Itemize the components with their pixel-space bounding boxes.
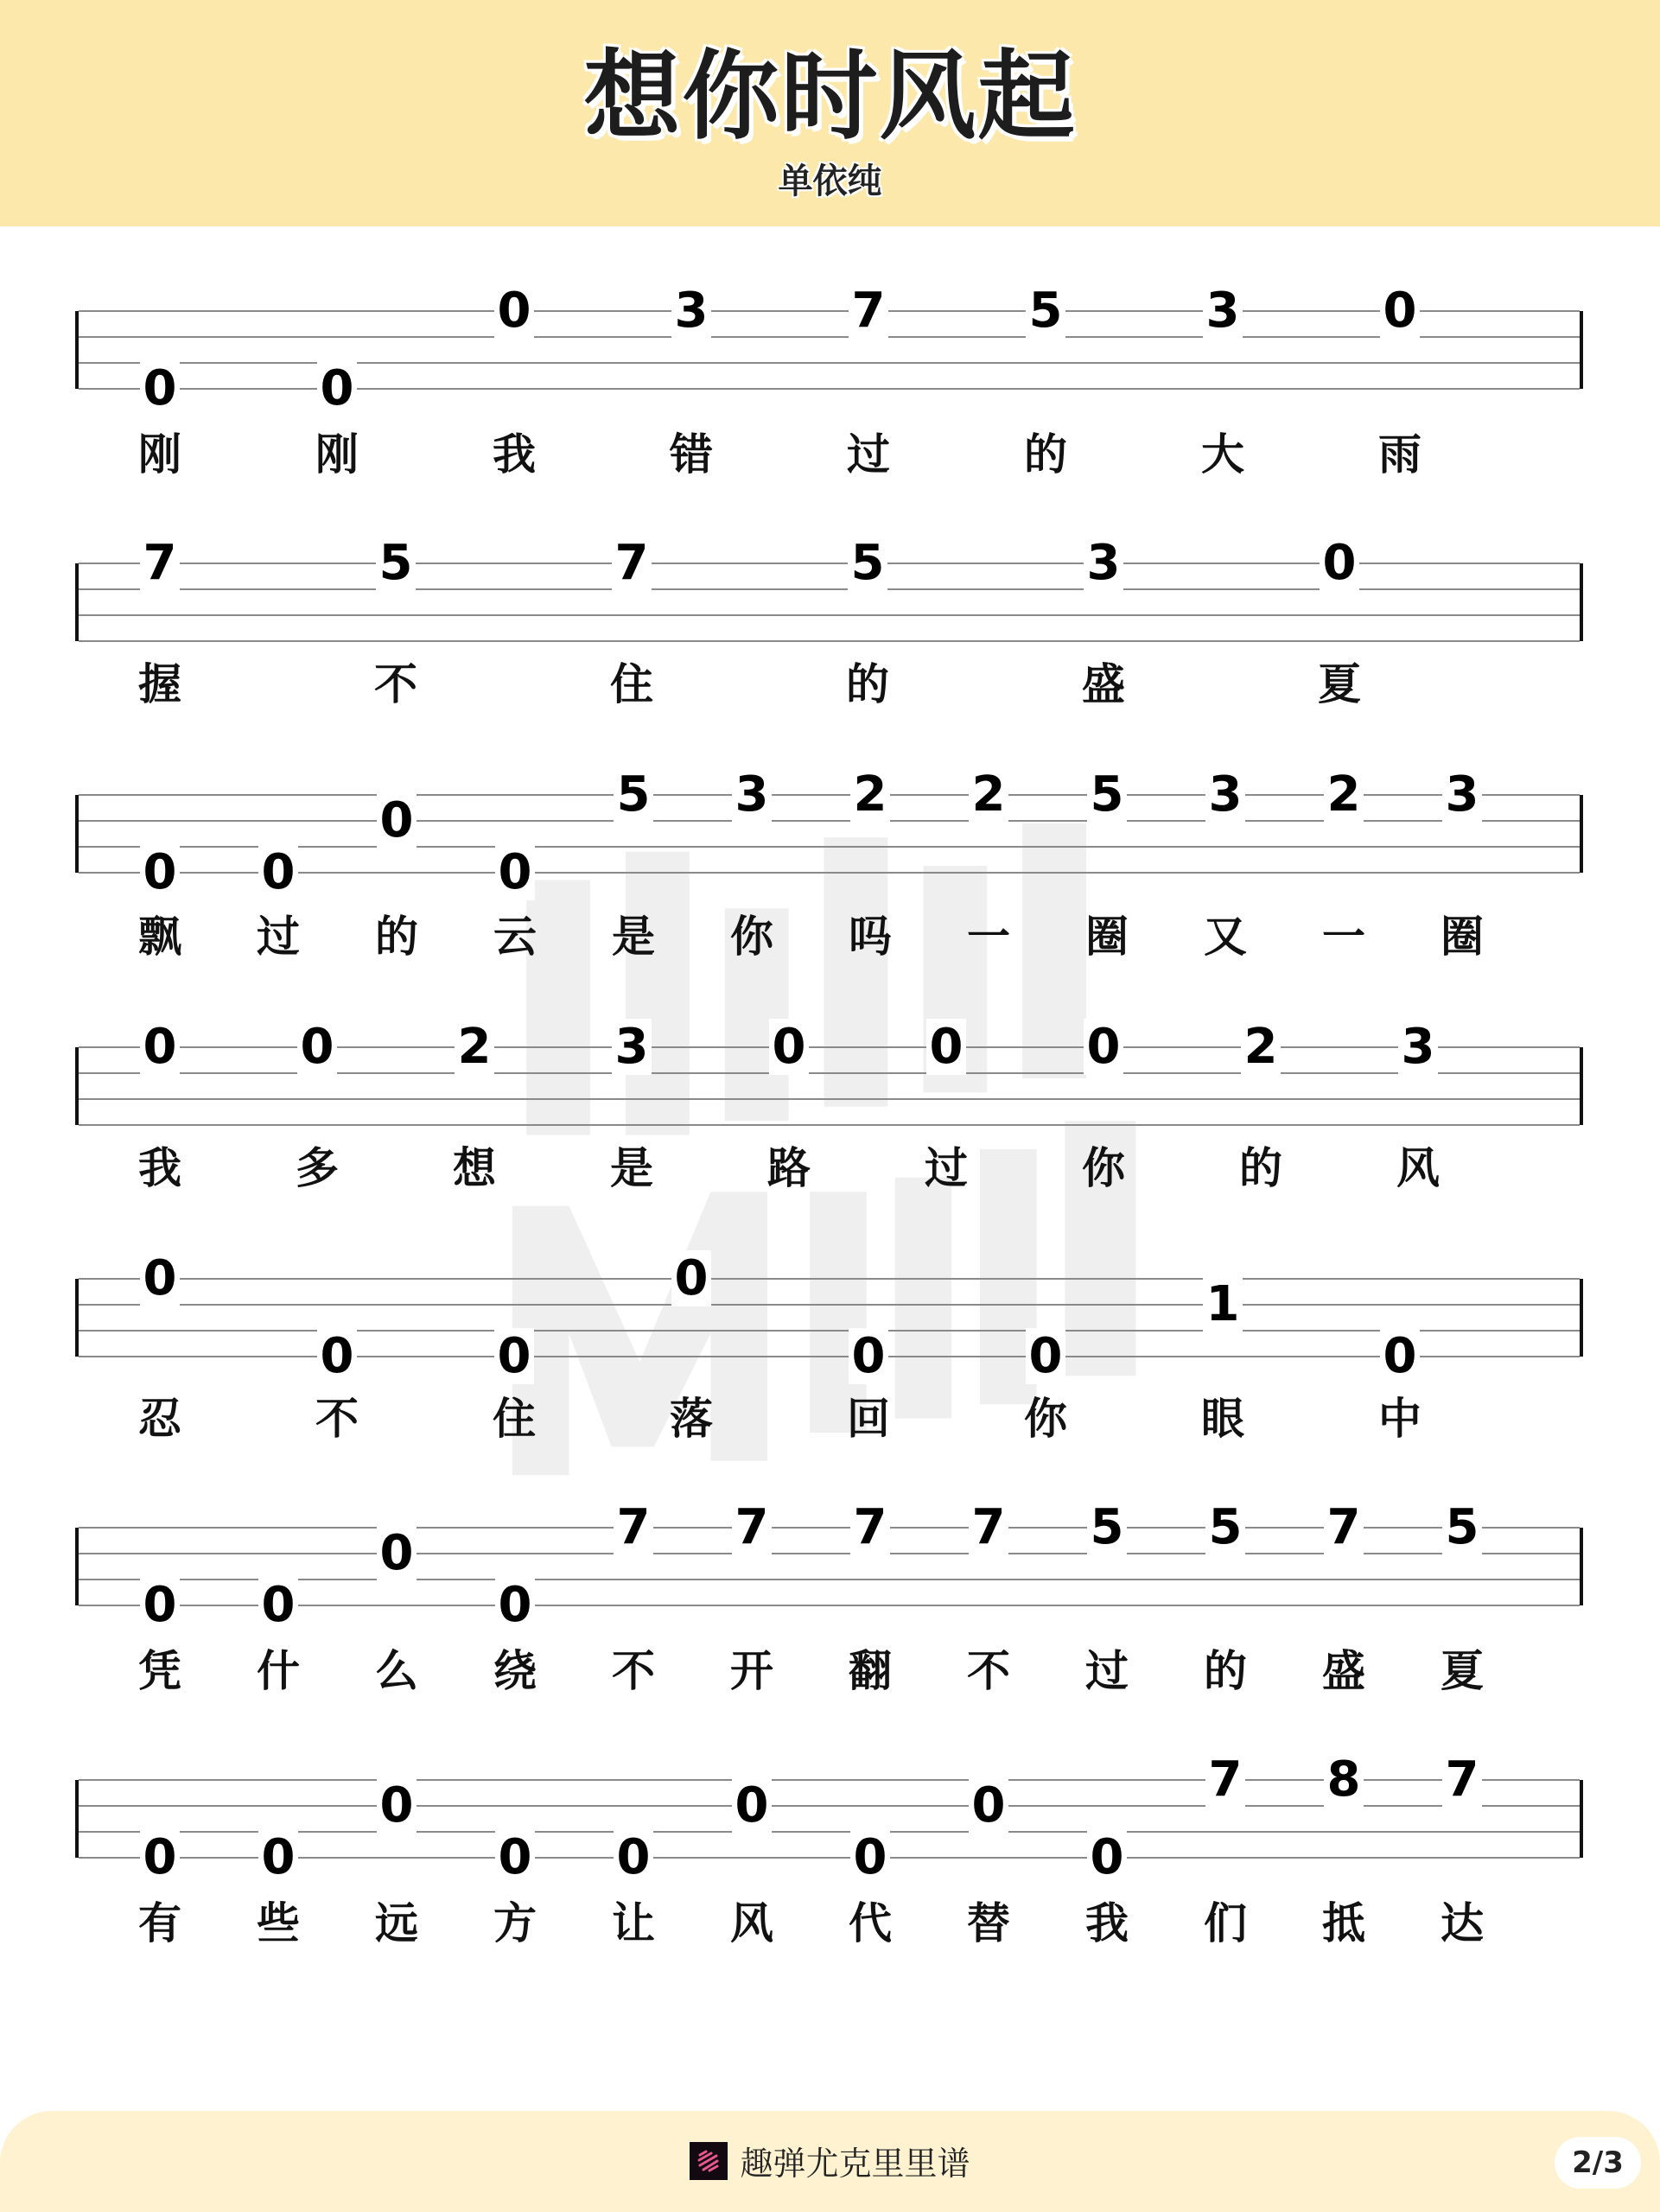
- lyric-char: 不: [612, 1646, 655, 1696]
- lyric-char: 替: [967, 1898, 1010, 1948]
- tab-note: 0: [488, 285, 540, 337]
- tab-note: 3: [726, 769, 778, 821]
- string-line-3: [79, 1831, 1580, 1833]
- lyric-char: 中: [1378, 1394, 1421, 1444]
- string-line-4: [79, 1124, 1580, 1126]
- tab-note: 0: [488, 1331, 540, 1382]
- lyric-char: 什: [257, 1646, 300, 1696]
- lyric-char: 路: [767, 1143, 811, 1193]
- tab-note: 0: [252, 1832, 304, 1884]
- tab-note: 5: [1081, 769, 1133, 821]
- lyric-char: 多: [296, 1143, 339, 1193]
- tab-note: 0: [252, 847, 304, 899]
- lyric-char: 些: [257, 1898, 300, 1948]
- lyric-char: 夏: [1318, 659, 1361, 709]
- lyric-char: 是: [612, 912, 655, 962]
- lyric-char: 凭: [138, 1646, 181, 1696]
- lyric-char: 回: [847, 1394, 890, 1444]
- lyric-char: 过: [257, 912, 300, 962]
- lyric-char: 盛: [1322, 1646, 1365, 1696]
- tab-note: 5: [1081, 1502, 1133, 1554]
- lyric-char: 你: [730, 912, 773, 962]
- tab-note: 3: [1078, 537, 1129, 589]
- lyric-char: 握: [138, 659, 181, 709]
- lyric-char: 刚: [315, 429, 359, 480]
- lyric-char: 想: [453, 1143, 496, 1193]
- brand: [0, 2137, 1660, 2184]
- tab-note: 5: [607, 769, 659, 821]
- qutan-logo-icon: [690, 2142, 728, 2180]
- lyric-char: 风: [730, 1898, 773, 1948]
- lyric-char: 绕: [493, 1646, 537, 1696]
- lyric-char: 不: [374, 659, 417, 709]
- tab-note: 7: [607, 1502, 659, 1554]
- tab-note: 2: [448, 1021, 500, 1073]
- string-line-3: [79, 1330, 1580, 1332]
- lyric-char: 的: [375, 912, 418, 962]
- string-line-4: [79, 1356, 1580, 1357]
- lyric-char: 又: [1204, 912, 1247, 962]
- lyric-char: 远: [375, 1898, 418, 1948]
- lyric-char: 圈: [1085, 912, 1129, 962]
- lyric-char: 抵: [1322, 1898, 1365, 1948]
- string-line-3: [79, 1098, 1580, 1100]
- tab-note: 1: [1197, 1279, 1249, 1331]
- tab-note: 0: [252, 1580, 304, 1631]
- tab-staff: [75, 311, 1583, 389]
- lyric-char: 是: [610, 1143, 653, 1193]
- tab-note: 0: [134, 1021, 186, 1073]
- lyric-char: 过: [925, 1143, 968, 1193]
- lyric-char: 的: [1239, 1143, 1282, 1193]
- tab-note: 7: [726, 1502, 778, 1554]
- tab-note: 0: [843, 1331, 894, 1382]
- header-band: [0, 0, 1660, 226]
- tab-note: 5: [1436, 1502, 1488, 1554]
- tab-note: 0: [134, 1832, 186, 1884]
- lyric-char: 刚: [138, 429, 181, 480]
- string-line-1: [79, 1278, 1580, 1280]
- brand-name: 趣弹尤克里里谱: [740, 2145, 970, 2183]
- tab-note: 0: [1374, 1331, 1426, 1382]
- tab-note: 0: [489, 1580, 541, 1631]
- lyric-char: 我: [493, 429, 536, 480]
- lyric-char: 眼: [1201, 1394, 1244, 1444]
- lyric-char: 盛: [1082, 659, 1125, 709]
- lyric-char: 过: [1085, 1646, 1129, 1696]
- tab-note: 8: [1318, 1754, 1370, 1806]
- lyric-char: 不: [967, 1646, 1010, 1696]
- lyric-char: 我: [1085, 1898, 1129, 1948]
- tab-note: 7: [1436, 1754, 1488, 1806]
- tab-note: 0: [1313, 537, 1365, 589]
- lyric-char: 忍: [138, 1394, 181, 1444]
- tab-note: 0: [134, 847, 186, 899]
- tab-note: 0: [489, 1832, 541, 1884]
- string-line-3: [79, 614, 1580, 616]
- lyric-char: 一: [1322, 912, 1365, 962]
- tab-note: 3: [1197, 285, 1249, 337]
- lyric-char: 一: [967, 912, 1010, 962]
- tab-note: 0: [371, 1528, 423, 1580]
- tab-note: 0: [134, 1580, 186, 1631]
- artist-name: 单依纯: [778, 162, 882, 201]
- tab-note: 0: [763, 1021, 815, 1073]
- song-title: 想你时风起: [583, 41, 1077, 153]
- tab-note: 0: [311, 1331, 363, 1382]
- lyric-char: 风: [1396, 1143, 1440, 1193]
- lyric-char: 住: [493, 1394, 536, 1444]
- tab-staff: [75, 1279, 1583, 1357]
- tab-note: 3: [1436, 769, 1488, 821]
- string-line-4: [79, 640, 1580, 642]
- lyric-char: 代: [849, 1898, 892, 1948]
- lyric-char: 住: [610, 659, 653, 709]
- tab-note: 0: [665, 1253, 717, 1305]
- lyric-char: 圈: [1441, 912, 1484, 962]
- tab-note: 2: [1235, 1021, 1287, 1073]
- tab-note: 3: [665, 285, 717, 337]
- lyric-char: 雨: [1378, 429, 1421, 480]
- tab-note: 0: [1374, 285, 1426, 337]
- lyric-char: 的: [1204, 1646, 1247, 1696]
- lyric-char: 落: [670, 1394, 713, 1444]
- tab-note: 7: [1199, 1754, 1251, 1806]
- string-line-3: [79, 1579, 1580, 1580]
- tab-note: 0: [1020, 1331, 1072, 1382]
- lyric-char: 飘: [138, 912, 181, 962]
- lyric-char: 们: [1204, 1898, 1247, 1948]
- tab-note: 0: [1078, 1021, 1129, 1073]
- tab-note: 0: [844, 1832, 896, 1884]
- lyric-char: 夏: [1441, 1646, 1484, 1696]
- lyric-char: 过: [847, 429, 890, 480]
- tab-note: 0: [489, 847, 541, 899]
- lyric-char: 的: [1024, 429, 1067, 480]
- tab-note: 0: [1081, 1832, 1133, 1884]
- lyric-char: 我: [138, 1143, 181, 1193]
- lyric-char: 方: [493, 1898, 537, 1948]
- tab-note: 5: [370, 537, 422, 589]
- string-line-2: [79, 1304, 1580, 1306]
- string-line-1: [79, 310, 1580, 312]
- lyric-char: 你: [1082, 1143, 1125, 1193]
- tab-note: 7: [134, 537, 186, 589]
- lyric-char: 吗: [849, 912, 892, 962]
- tab-note: 3: [1199, 769, 1251, 821]
- lyric-char: 你: [1024, 1394, 1067, 1444]
- lyric-char: 有: [138, 1898, 181, 1948]
- tab-note: 3: [1392, 1021, 1444, 1073]
- tab-note: 7: [1318, 1502, 1370, 1554]
- lyric-char: 不: [315, 1394, 359, 1444]
- tab-note: 5: [1020, 285, 1072, 337]
- lyric-char: 大: [1201, 429, 1244, 480]
- tab-note: 7: [843, 285, 894, 337]
- footer-band: [0, 2111, 1660, 2212]
- lyric-char: 翻: [849, 1646, 892, 1696]
- tab-note: 2: [844, 769, 896, 821]
- lyric-char: 的: [846, 659, 889, 709]
- page-indicator: 2/3: [1555, 2137, 1641, 2189]
- tab-note: 0: [371, 1780, 423, 1832]
- lyric-char: 云: [493, 912, 537, 962]
- tab-note: 0: [371, 795, 423, 847]
- tab-note: 5: [842, 537, 894, 589]
- tab-note: 0: [726, 1780, 778, 1832]
- string-line-4: [79, 388, 1580, 390]
- tab-note: 0: [291, 1021, 343, 1073]
- tab-note: 7: [606, 537, 658, 589]
- string-line-2: [79, 336, 1580, 338]
- lyric-char: 开: [730, 1646, 773, 1696]
- tab-note: 0: [607, 1832, 659, 1884]
- tab-note: 3: [606, 1021, 658, 1073]
- string-line-3: [79, 846, 1580, 848]
- tab-note: 7: [963, 1502, 1014, 1554]
- tab-note: 7: [844, 1502, 896, 1554]
- tab-note: 2: [1318, 769, 1370, 821]
- tab-note: 2: [963, 769, 1014, 821]
- tab-note: 0: [963, 1780, 1014, 1832]
- lyric-char: 达: [1441, 1898, 1484, 1948]
- string-line-3: [79, 362, 1580, 364]
- lyric-char: 让: [612, 1898, 655, 1948]
- tab-note: 0: [311, 363, 363, 415]
- lyric-char: 错: [670, 429, 713, 480]
- lyric-char: 么: [375, 1646, 418, 1696]
- tab-note: 0: [920, 1021, 972, 1073]
- tab-note: 0: [134, 363, 186, 415]
- tab-note: 0: [134, 1253, 186, 1305]
- tab-note: 5: [1199, 1502, 1251, 1554]
